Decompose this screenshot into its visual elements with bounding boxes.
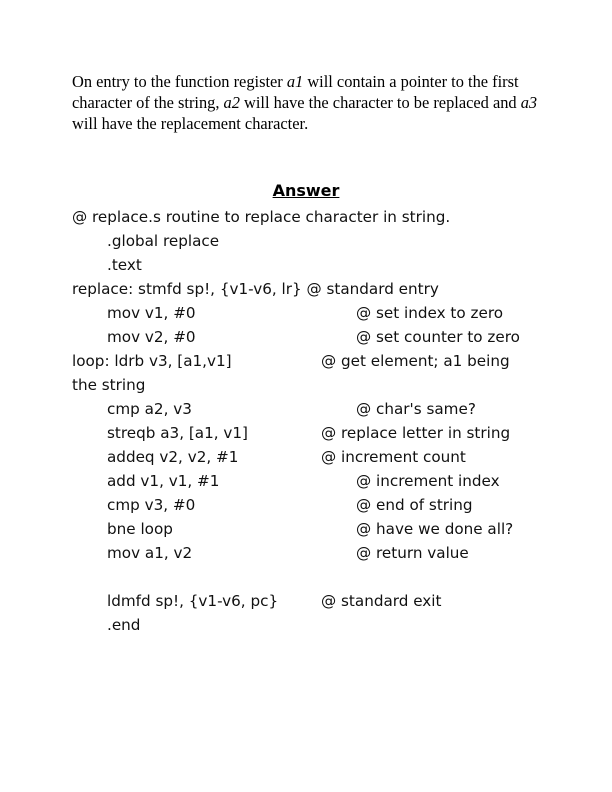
answer-heading: Answer [272,181,340,200]
code-comment: @ have we done all? [356,520,514,538]
code-line [72,325,542,349]
code-line [72,421,542,445]
code-comment: @ increment index [356,472,500,490]
code-comment: @ get element; a1 being [321,352,510,370]
code-comment-header: @ replace.s routine to replace character in string. [72,208,451,226]
intro-text-1: On entry to the function register [72,72,287,91]
register-a3: a3 [520,93,538,112]
code-directive: .global replace [107,232,220,250]
code-line [72,277,542,301]
code-line [72,493,542,517]
code-line [72,253,542,277]
register-a2: a2 [223,93,240,112]
intro-paragraph [72,71,542,134]
code-label-line: loop: ldrb v3, [a1,v1] [72,352,232,370]
code-listing [72,205,542,637]
intro-text-2: will contain a pointer to the first character of the string, [72,72,519,112]
code-label-line: replace: stmfd sp!, {v1-v6, lr} @ standard entry [72,280,439,298]
code-comment: @ char's same? [356,400,476,418]
code-instruction: cmp a2, v3 [107,400,192,418]
intro-text-4: will have the replacement character. [72,114,309,133]
code-line [72,589,542,613]
code-line [72,541,542,565]
code-line [72,301,542,325]
code-instruction: bne loop [107,520,173,538]
code-line [72,613,542,637]
register-a1: a1 [286,72,304,91]
code-instruction: mov v1, #0 [107,304,196,322]
code-line [72,373,542,397]
code-line [72,229,542,253]
code-instruction: mov v2, #0 [107,328,196,346]
code-line [72,349,542,373]
code-comment-continuation: the string [72,376,146,394]
code-line [72,397,542,421]
code-directive: .end [107,616,141,634]
code-comment: @ increment count [321,448,466,466]
code-instruction: ldmfd sp!, {v1-v6, pc} [107,592,279,610]
code-line [72,445,542,469]
code-comment: @ set counter to zero [356,328,520,346]
code-instruction: mov a1, v2 [107,544,193,562]
code-instruction: cmp v3, #0 [107,496,196,514]
intro-text-3: will have the character to be replaced and [239,93,521,112]
code-line [72,469,542,493]
code-comment: @ standard exit [321,592,442,610]
code-instruction: streqb a3, [a1, v1] [107,424,248,442]
code-line [72,517,542,541]
code-comment: @ replace letter in string [321,424,511,442]
code-comment: @ return value [356,544,469,562]
code-directive: .text [107,256,142,274]
code-comment: @ end of string [356,496,473,514]
code-instruction: add v1, v1, #1 [107,472,220,490]
code-comment: @ set index to zero [356,304,504,322]
code-instruction: addeq v2, v2, #1 [107,448,239,466]
code-line [72,205,542,229]
code-blank-line [72,565,542,589]
